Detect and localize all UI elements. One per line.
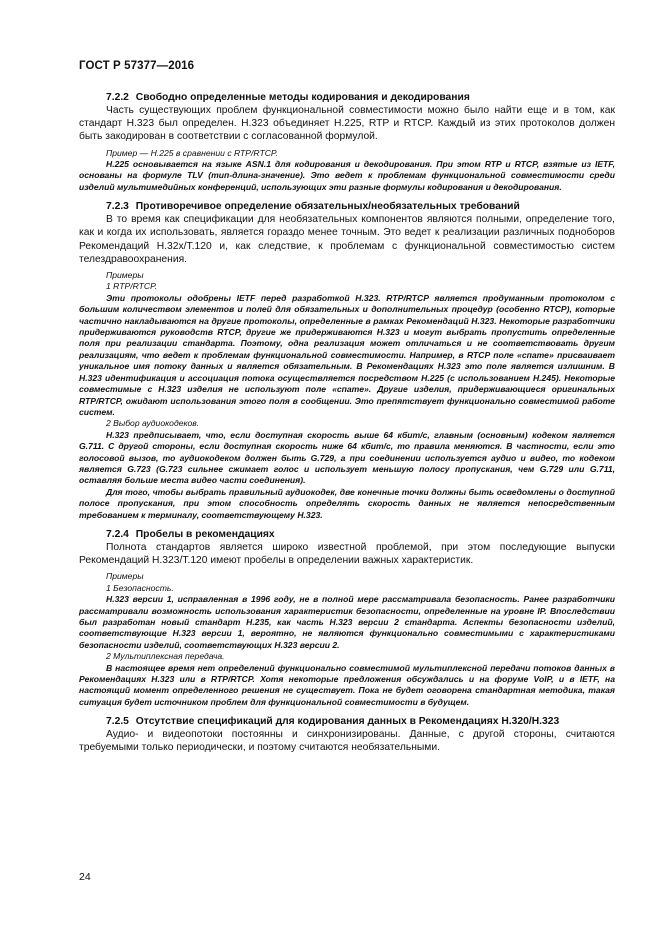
section-heading-7-2-3	[79, 200, 615, 213]
section-heading-7-2-5	[79, 715, 615, 728]
page-content	[79, 91, 615, 755]
examples-label: Примеры	[106, 571, 144, 582]
example-text: H.225 основывается на языке ASN.1 для кодирования и декодирования. При этом RTP и RTCP, взятые из IETF, основаны на формуле TLV (тип-длина-значение). Это ведет к проблемам функциональной совместимости среди изделий мультимедийных конференций, использующих эти разные формулы кодирования и декодирования.	[79, 159, 615, 192]
examples-label: Примеры	[106, 270, 144, 281]
section-number: 7.2.5	[106, 716, 129, 728]
section-paragraph: В то время как спецификации для необязательных компонентов являются полными, определение того, как и когда их использовать, является гораздо менее точным. Это ведет к реализации различных подноборов Рекомендаций H.32x/T.120 и, как следствие, к проблемам с функциональной совместимостью систем телездравоохранения.	[79, 214, 615, 265]
section-paragraph: Часть существующих проблем функциональной совместимости можно было найти еще и в том, как стандарт H.323 был определен. H.323 объединяет H.225, RTP и RTCP. Каждый из этих протоколов должен быть закодирован в соответствии с согласованной формулой.	[79, 105, 615, 143]
section-title: Свободно определенные методы кодирования и декодирования	[135, 92, 470, 103]
section-number: 7.2.3	[106, 201, 129, 213]
example-item-label: 1 RTP/RTCP.	[106, 281, 158, 292]
section-heading-7-2-4	[79, 528, 615, 541]
page-header: ГОСТ Р 57377—2016	[79, 60, 195, 72]
example-item-label: 2 Выбор аудиокодеков.	[106, 418, 200, 429]
example-label: Пример — H.225 в сравнении с RTP/RTCP.	[106, 147, 278, 158]
section-paragraph: Полнота стандартов является широко известной проблемой, при этом последующие выпуски Рекомендаций H.323/T.120 имеют пробелы в определении важных характеристик.	[79, 541, 615, 567]
example-item-text: H.323 предписывает, что, если доступная скорость выше 64 кбит/с, главным (основным) кодеком является G.711. С другой стороны, если доступная скорость ниже 64 кбит/с, то правила меняются. В частности, если это голосовой вызов, то аудиокодеком должен быть G.729, а при соединении используется аудио и видео, то кодеком является G.723 (G.723 сильнее сжимает голос и использует меньшую полосу пропускания, чем G.729 или G.711, оставляя больше места видео части соединения).	[79, 429, 615, 486]
example-item-label: 1 Безопасность.	[106, 582, 174, 593]
section-number: 7.2.2	[106, 92, 129, 103]
example-item-label: 2 Мультиплексная передача.	[106, 651, 225, 662]
section-number: 7.2.4	[106, 528, 129, 540]
example-item-text: Эти протоколы одобрены IETF перед разработкой H.323. RTP/RTCP является продуманным протоколом с большим количеством элементов и полей для обязательных и дополнительных процедур (особенно RTCP), которые частично накладываются на другие протоколы, определенные в рамках Рекомендаций H.323. Некоторые разработчики придерживаются руководств RTCP, другие же придерживаются H.323 и могут выбрать пропустить определенные поля при реализации стандарта. Поэтому, одна реализация может отличаться и не соответствовать другим реализациям, что ведет к проблемам функциональной совместимости. Например, в RTCP поле «спате» присваивает уникальное имя потоку данных и является обязательным. В Рекомендациях H.323 это поле является излишним. В H.323 идентификация и ассоциация потока осуществляется посредством H.225 (с использованием H.245). Некоторые совместимые с H.323 изделия не используют поле «спате». Другие изделия, придерживающиеся оригинальных RTP/RTCP, ожидают использования этого поля в сообщении. Это препятствует функционально совместимой работе систем.	[79, 292, 615, 417]
example-item-text: Для того, чтобы выбрать правильный аудиокодек, две конечные точки должны быть осведомлены о доступной полосе пропускания, при этом способность определять скорость данных не является непосредственным требованием к терминалу, соответствующему H.323.	[79, 486, 615, 520]
section-title: Отсутствие спецификаций для кодирования данных в Рекомендациях H.320/H.323	[135, 716, 560, 728]
section-title: Противоречивое определение обязательных/необязательных требований	[135, 201, 520, 213]
section-title: Пробелы в рекомендациях	[135, 528, 275, 540]
section-paragraph: Аудио- и видеопотоки постоянны и синхронизированы. Данные, с другой стороны, считаются требуемыми только периодически, и поэтому считаются необязательными.	[79, 729, 615, 754]
section-heading-7-2-2	[79, 91, 615, 104]
example-item-text: В настоящее время нет определений функционально совместимой мультиплексной передачи потоков данных в Рекомендациях H.323 или в RTP/RTCP. Хотя некоторые предложения обсуждались и на форуме VoIP, и в IETF, на настоящий момент определенного решения не существует. Пока не будет оговорена стандартная методика, такая ситуация будет источником проблем для функциональной совместимости в будущем.	[79, 662, 615, 707]
example-item-text: H.323 версии 1, исправленная в 1996 году, не в полной мере рассматривала безопасность. Ранее разработчики рассматривали возможность использования характеристик безопасности, определенные на уровне IP. Впоследствии был разработан новый стандарт H.235, как часть H.323 версии 2 стандарта. Аспекты безопасности изделий, соответствующие H.323 версии 1, вероятно, не являются функционально совместимыми с характеристиками безопасности изделий, соответствующих H.323 версии 2.	[79, 594, 615, 650]
page-number: 24	[79, 871, 91, 883]
